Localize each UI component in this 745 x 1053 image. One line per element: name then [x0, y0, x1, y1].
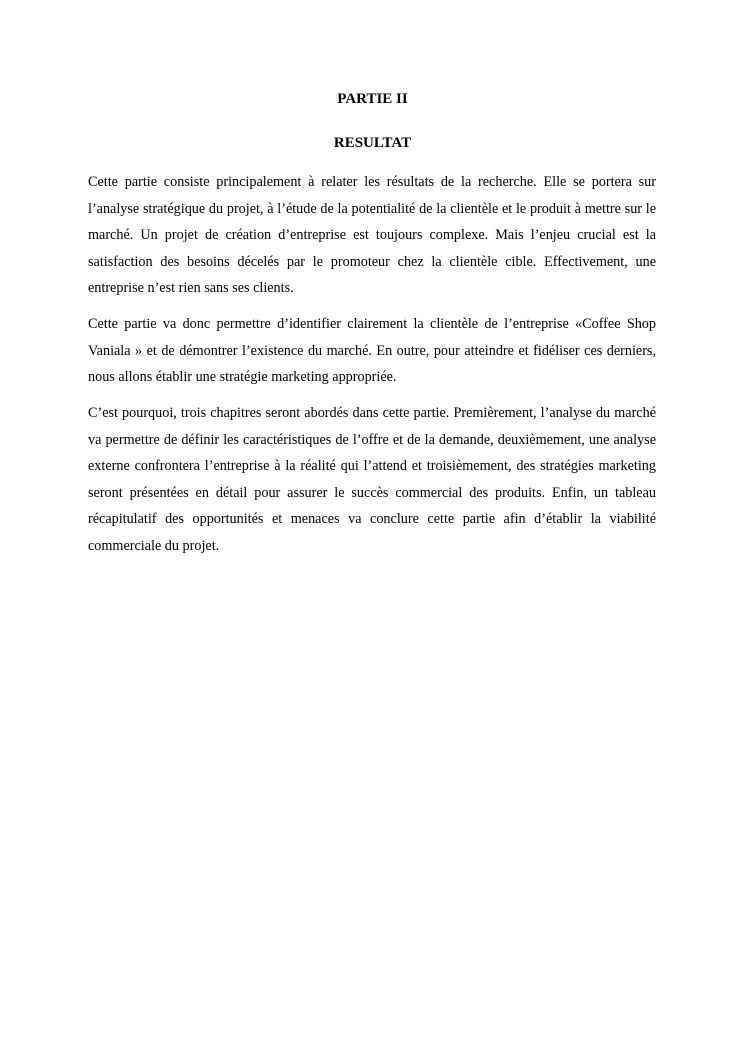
paragraph-chapters: C’est pourquoi, trois chapitres seront abordés dans cette partie. Premièrement, l’analyse du marché va permettre de définir les caractéristiques de l’offre et de la demande, deuxièmement, une analyse externe confrontera l’entreprise à la réalité qui l’attend et troisièmement, des stratégies marketing seront présentées en détail pour assurer le succès commercial des produits. Enfin, un tableau récapitulatif des opportunités et menaces va conclure cette partie afin d’établir la viabilité commerciale du projet. [88, 405, 656, 554]
part-title: PARTIE II [337, 91, 408, 107]
paragraph-clientele: Cette partie va donc permettre d’identifier clairement la clientèle de l’entreprise «Coffee Shop Vaniala » et de démontrer l’existence du marché. En outre, pour atteindre et fidéliser ces derniers, nous allons établir une stratégie marketing appropriée. [88, 316, 656, 385]
section-title: RESULTAT [333, 135, 412, 151]
paragraph-intro: Cette partie consiste principalement à relater les résultats de la recherche. Elle se portera sur l’analyse stratégique du projet, à l’étude de la potentialité de la clientèle et le produit à mettre sur le marché. Un projet de création d’entreprise est toujours complexe. Mais l’enjeu crucial est la satisfaction des besoins décelés par le promoteur chez la clientèle cible. Effectivement, une entreprise n’est rien sans ses clients. [88, 174, 656, 296]
